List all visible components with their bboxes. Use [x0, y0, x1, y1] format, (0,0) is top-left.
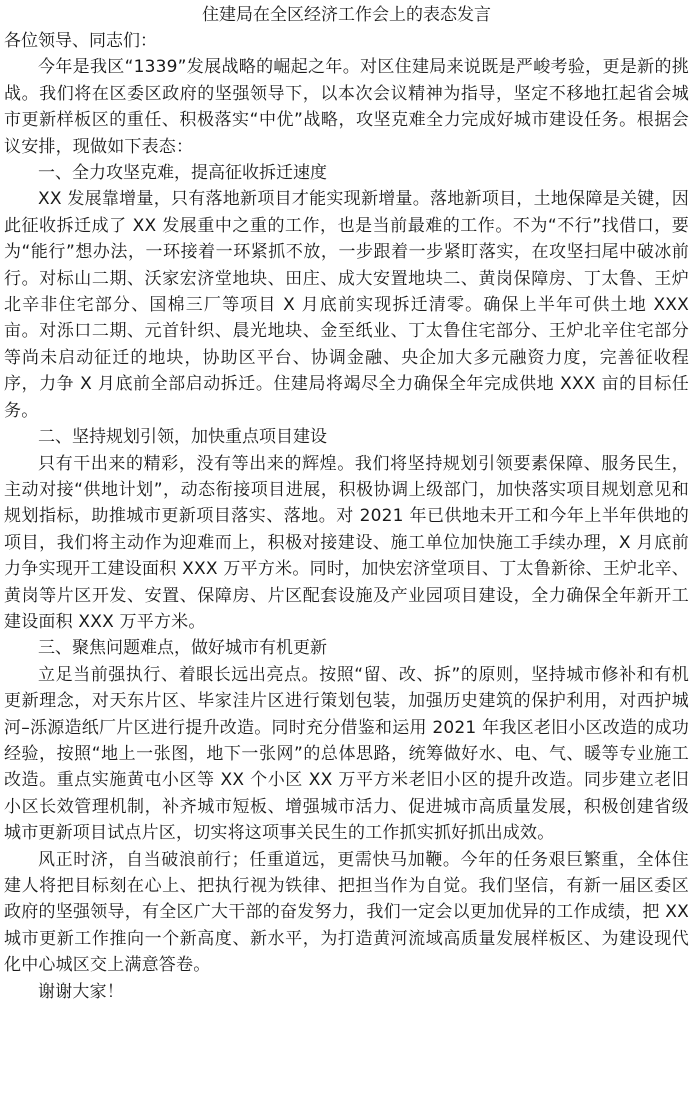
section-body-2: 只有干出来的精彩，没有等出来的辉煌。我们将坚持规划引领要素保障、服务民生，主动对接“供地计划”，动态衔接项目进展，积极协调上级部门，加快落实项目规划意见和规划指标，助推城市更新项目落实、落地。对 2021 年已供地未开工和今年上半年供地的项目，我们将主动作为迎难而上，积极对接建设、施工单位加快施工手续办理，X 月底前力争实现开工建设面积 XXX 万平方米。同时，加快宏济堂项目、丁太鲁新徐、王炉北辛、黄岗等片区开发、安置、保障房、片区配套设施及产业园项目建设，全力确保全年新开工建设面积 XXX 万平方米。 [4, 453, 689, 632]
document-title: 住建局在全区经济工作会上的表态发言 [202, 5, 491, 25]
thanks-line: 谢谢大家！ [38, 981, 124, 1002]
section-heading-1: 一、全力攻坚克难，提高征收拆迁速度 [38, 163, 327, 184]
section-heading-2: 二、坚持规划引领，加快重点项目建设 [38, 427, 327, 448]
section-heading-3: 三、聚焦问题难点，做好城市有机更新 [38, 638, 327, 659]
closing-paragraph: 风正时济，自当破浪前行；任重道远，更需快马加鞭。今年的任务艰巨繁重，全体住建人将把目标刻在心上、把执行视为铁律、把担当作为自觉。我们坚信，有新一届区委区政府的坚强领导，有全区广大干部的奋发努力，我们一定会以更加优异的工作成绩，把 XX 城市更新工作推向一个新高度、新水平，为打造黄河流域高质量发展样板区、为建设现代化中心城区交上满意答卷。 [4, 849, 689, 976]
section-body-3: 立足当前强执行、着眼长远出亮点。按照“留、改、拆”的原则，坚持城市修补和有机更新理念，对天东片区、毕家洼片区进行策划包装，加强历史建筑的保护利用，对西护城河–泺源造纸厂片区进行提升改造。同时充分借鉴和运用 2021 年我区老旧小区改造的成功经验，按照“地上一张图，地下一张网”的总体思路，统筹做好水、电、气、暖等专业施工改造。重点实施黄屯小区等 XX 个小区 XX 万平方米老旧小区的提升改造。同步建立老旧小区长效管理机制，补齐城市短板、增强城市活力、促进城市高质量发展，积极创建省级城市更新项目试点片区，切实将这项事关民生的工作抓实抓好抓出成效。 [4, 664, 689, 844]
salutation: 各位领导、同志们： [4, 31, 157, 51]
section-body-1: XX 发展靠增量，只有落地新项目才能实现新增量。落地新项目，土地保障是关键，因此征收拆迁成了 XX 发展重中之重的工作，也是当前最难的工作。不为“不行”找借口，要为“能行”想办法，一环接着一环紧抓不放，一步跟着一步紧盯落实，在攻坚扫尾中破冰前行。对标山二期、沃家宏济堂地块、田庄、成大安置地块二、黄岗保障房、丁太鲁、王炉北辛非住宅部分、国棉三厂等项目 X 月底前实现拆迁清零。确保上半年可供土地 XXX 亩。对泺口二期、元首针织、晨光地块、金至纸业、丁太鲁住宅部分、王炉北辛住宅部分等尚未启动征迁的地块，协助区平台、协调金融、央企加大多元融资力度，完善征收程序，力争 X 月底前全部启动拆迁。住建局将竭尽全力确保全年完成供地 XXX 亩的目标任务。 [4, 189, 689, 421]
intro-paragraph: 今年是我区“1339”发展战略的崛起之年。对区住建局来说既是严峻考验，更是新的挑战。我们将在区委区政府的坚强领导下，以本次会议精神为指导，坚定不移地扛起省会城市更新样板区的重任、积极落实“中优”战略，攻坚克难全力完成好城市建设任务。根据会议安排，现做如下表态： [4, 57, 689, 157]
